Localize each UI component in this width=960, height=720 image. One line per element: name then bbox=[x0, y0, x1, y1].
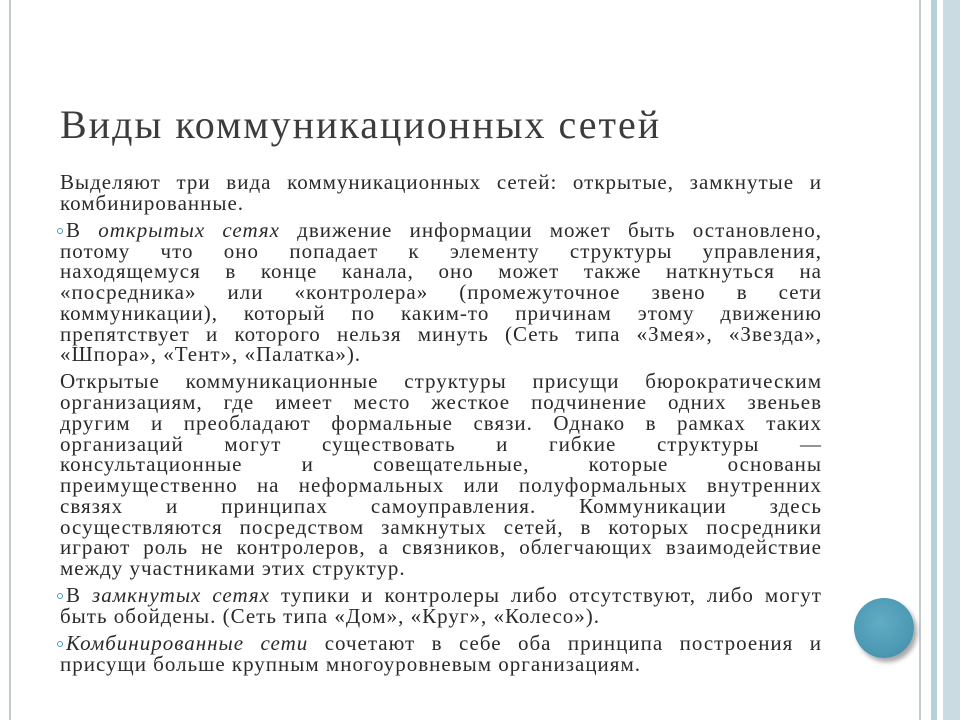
term-combined-networks: Комбинированные сети bbox=[66, 630, 309, 655]
paragraph-line: организаций могут существовать и гибкие структуры — bbox=[60, 431, 822, 456]
decorative-stripe-inner bbox=[931, 0, 937, 720]
line-lead: В bbox=[66, 217, 99, 242]
paragraph-line: осуществляются посредством замкнутых сетей, в которых посредники bbox=[60, 514, 822, 539]
paragraph-intro bbox=[60, 172, 822, 214]
slide-frame-right-border bbox=[919, 0, 921, 720]
bullet-icon bbox=[57, 641, 63, 647]
paragraph-closed-networks bbox=[60, 585, 822, 627]
paragraph-line: другим и преобладают формальные связи. Однако в рамках таких bbox=[60, 410, 822, 435]
paragraph-line: находящемуся в конце канала, оно может также наткнуться на bbox=[60, 259, 822, 284]
bullet-icon bbox=[57, 593, 63, 599]
paragraph-line: потому что оно попадает к элементу структуры управления, bbox=[60, 238, 822, 263]
line-lead: В bbox=[66, 583, 93, 607]
term-closed-networks: замкнутых сетях bbox=[92, 583, 270, 607]
paragraph-line: коммуникации), который по каким-то причинам этому движению bbox=[60, 300, 822, 325]
paragraph-open-structures bbox=[60, 371, 822, 579]
paragraph-line: быть обойдены. (Сеть типа «Дом», «Круг», «Колесо»). bbox=[60, 603, 601, 628]
bullet-icon bbox=[57, 228, 63, 234]
teal-circle-icon bbox=[854, 598, 914, 658]
paragraph-line: комбинированные. bbox=[60, 190, 245, 215]
paragraph-line: препятствует и которого нельзя минуть (Сеть типа «Змея», «Звезда», bbox=[60, 321, 822, 346]
decorative-stripe-outer bbox=[943, 0, 960, 720]
paragraph-combined-networks bbox=[60, 630, 822, 676]
paragraph-line bbox=[60, 217, 822, 242]
paragraph-line: организациям, где имеет место жесткое подчинение одних звеньев bbox=[60, 390, 822, 414]
paragraph-line: консультационные и совещательные, которые основаны bbox=[60, 452, 822, 477]
slide-body bbox=[60, 172, 822, 674]
paragraph-open-networks bbox=[60, 217, 822, 367]
paragraph-line: «Шпора», «Тент», «Палатка»). bbox=[60, 342, 362, 367]
paragraph-line: играют роль не контролеров, а связников, облегчающих взаимодействие bbox=[60, 535, 822, 560]
paragraph-line: Выделяют три вида коммуникационных сетей: открытые, замкнутые и bbox=[60, 170, 822, 194]
paragraph-line: Открытые коммуникационные структуры присущи бюрократическим bbox=[60, 369, 822, 394]
paragraph-line: связях и принципах самоуправления. Коммуникации здесь bbox=[60, 493, 822, 518]
paragraph-line: преимущественно на неформальных или полуформальных внутренних bbox=[60, 473, 822, 497]
paragraph-line: между участниками этих структур. bbox=[60, 556, 406, 580]
paragraph-line: «посредника» или «контролера» (промежуточное звено в сети bbox=[60, 280, 822, 304]
paragraph-line: присущи больше крупным многоуровневым организациям. bbox=[60, 651, 641, 676]
term-open-networks: открытых сетях bbox=[98, 217, 280, 242]
line-text: тупики и контролеры либо отсутствуют, либо могут bbox=[269, 583, 822, 607]
line-text: движение информации может быть остановлено, bbox=[279, 217, 822, 242]
paragraph-line bbox=[60, 585, 822, 606]
slide-title: Виды коммуникационных сетей bbox=[60, 102, 662, 147]
paragraph-line bbox=[60, 630, 822, 655]
slide-frame-left-border bbox=[9, 0, 11, 720]
line-text: сочетают в себе оба принципа построения и bbox=[308, 630, 822, 655]
